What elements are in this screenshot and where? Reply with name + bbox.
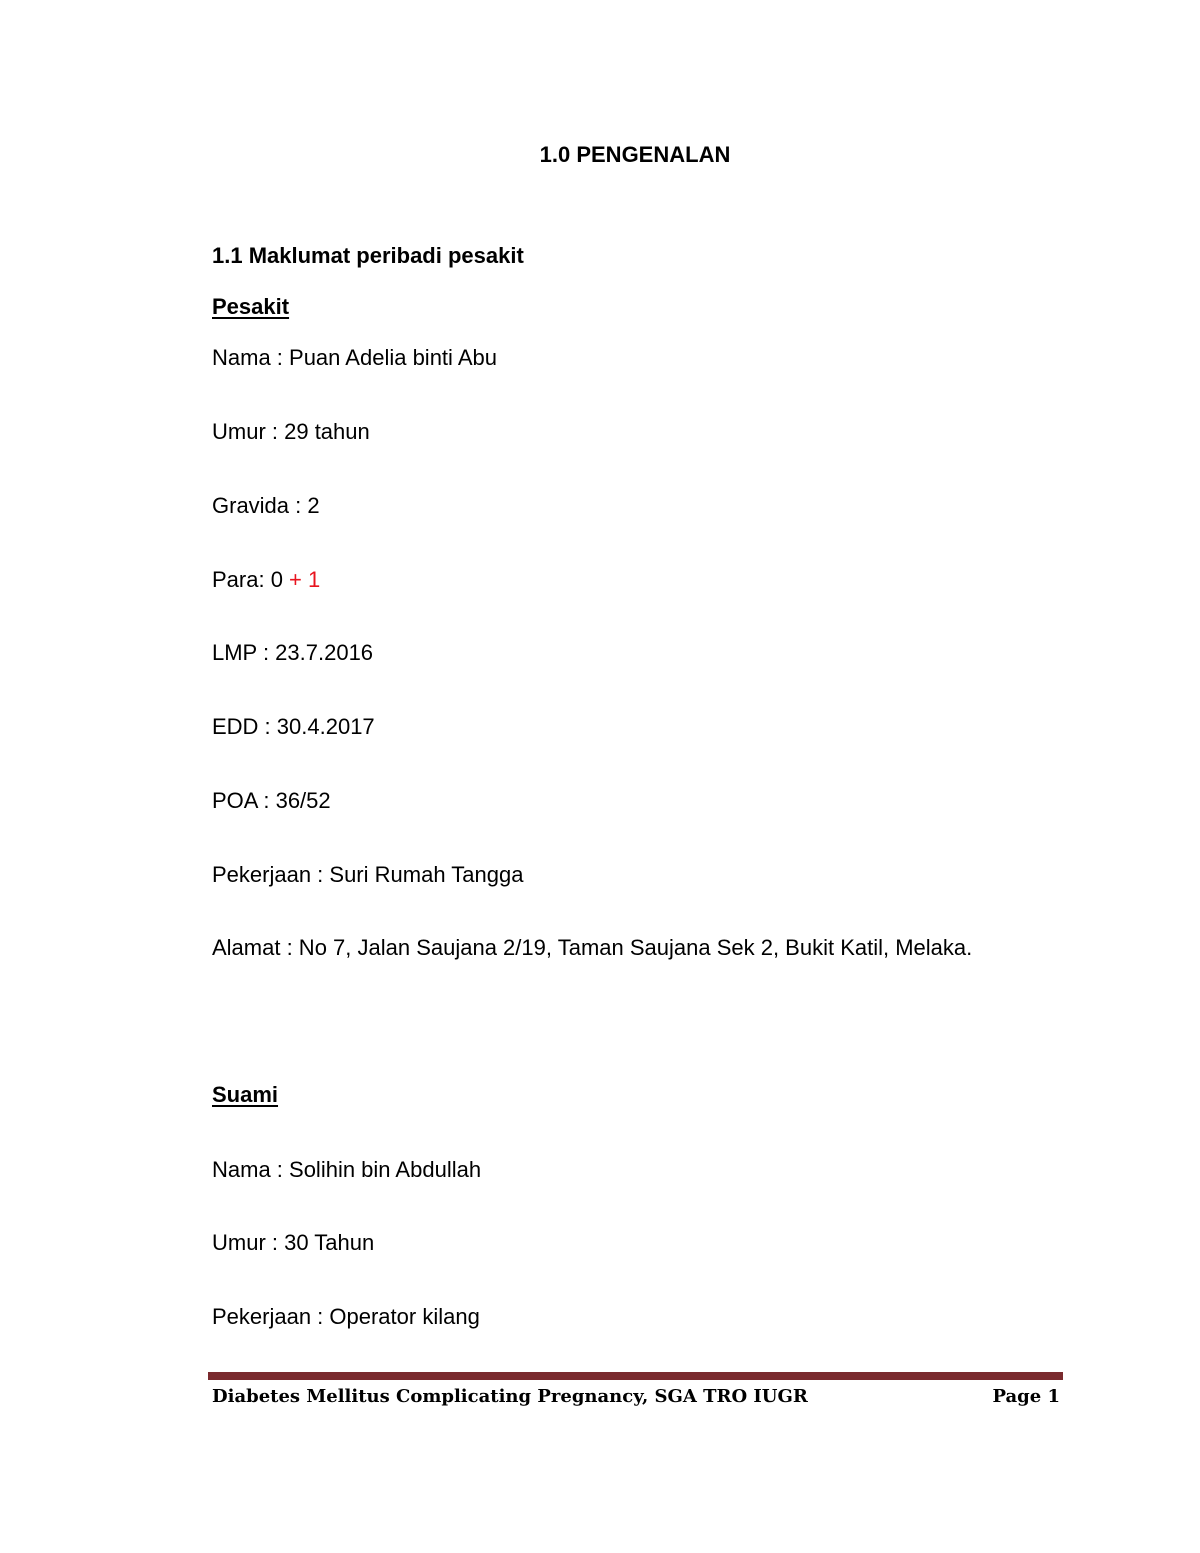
para-highlight: + 1 <box>289 567 321 592</box>
patient-occupation: Pekerjaan : Suri Rumah Tangga <box>212 862 524 887</box>
patient-age: Umur : 29 tahun <box>212 419 370 444</box>
footer-document-title: Diabetes Mellitus Complicating Pregnancy, SGA TRO IUGR <box>212 1386 808 1407</box>
husband-heading: Suami <box>212 1082 279 1107</box>
patient-address: Alamat : No 7, Jalan Saujana 2/19, Taman Saujana Sek 2, Bukit Katil, Melaka. <box>212 935 973 960</box>
footer-page-number: Page 1 <box>992 1386 1060 1407</box>
husband-occupation: Pekerjaan : Operator kilang <box>212 1304 480 1329</box>
patient-lmp: LMP : 23.7.2016 <box>212 640 374 665</box>
section-heading: 1.1 Maklumat peribadi pesakit <box>212 243 524 268</box>
husband-name: Nama : Solihin bin Abdullah <box>212 1157 482 1182</box>
patient-edd: EDD : 30.4.2017 <box>212 714 375 739</box>
patient-gravida: Gravida : 2 <box>212 493 320 518</box>
footer-rule <box>208 1372 1063 1380</box>
para-value: Para: 0 <box>212 567 290 592</box>
patient-name: Nama : Puan Adelia binti Abu <box>212 345 497 370</box>
patient-para <box>212 567 320 593</box>
patient-heading: Pesakit <box>212 294 290 319</box>
patient-poa: POA : 36/52 <box>212 788 331 813</box>
page-title: 1.0 PENGENALAN <box>539 142 731 167</box>
husband-age: Umur : 30 Tahun <box>212 1230 375 1255</box>
